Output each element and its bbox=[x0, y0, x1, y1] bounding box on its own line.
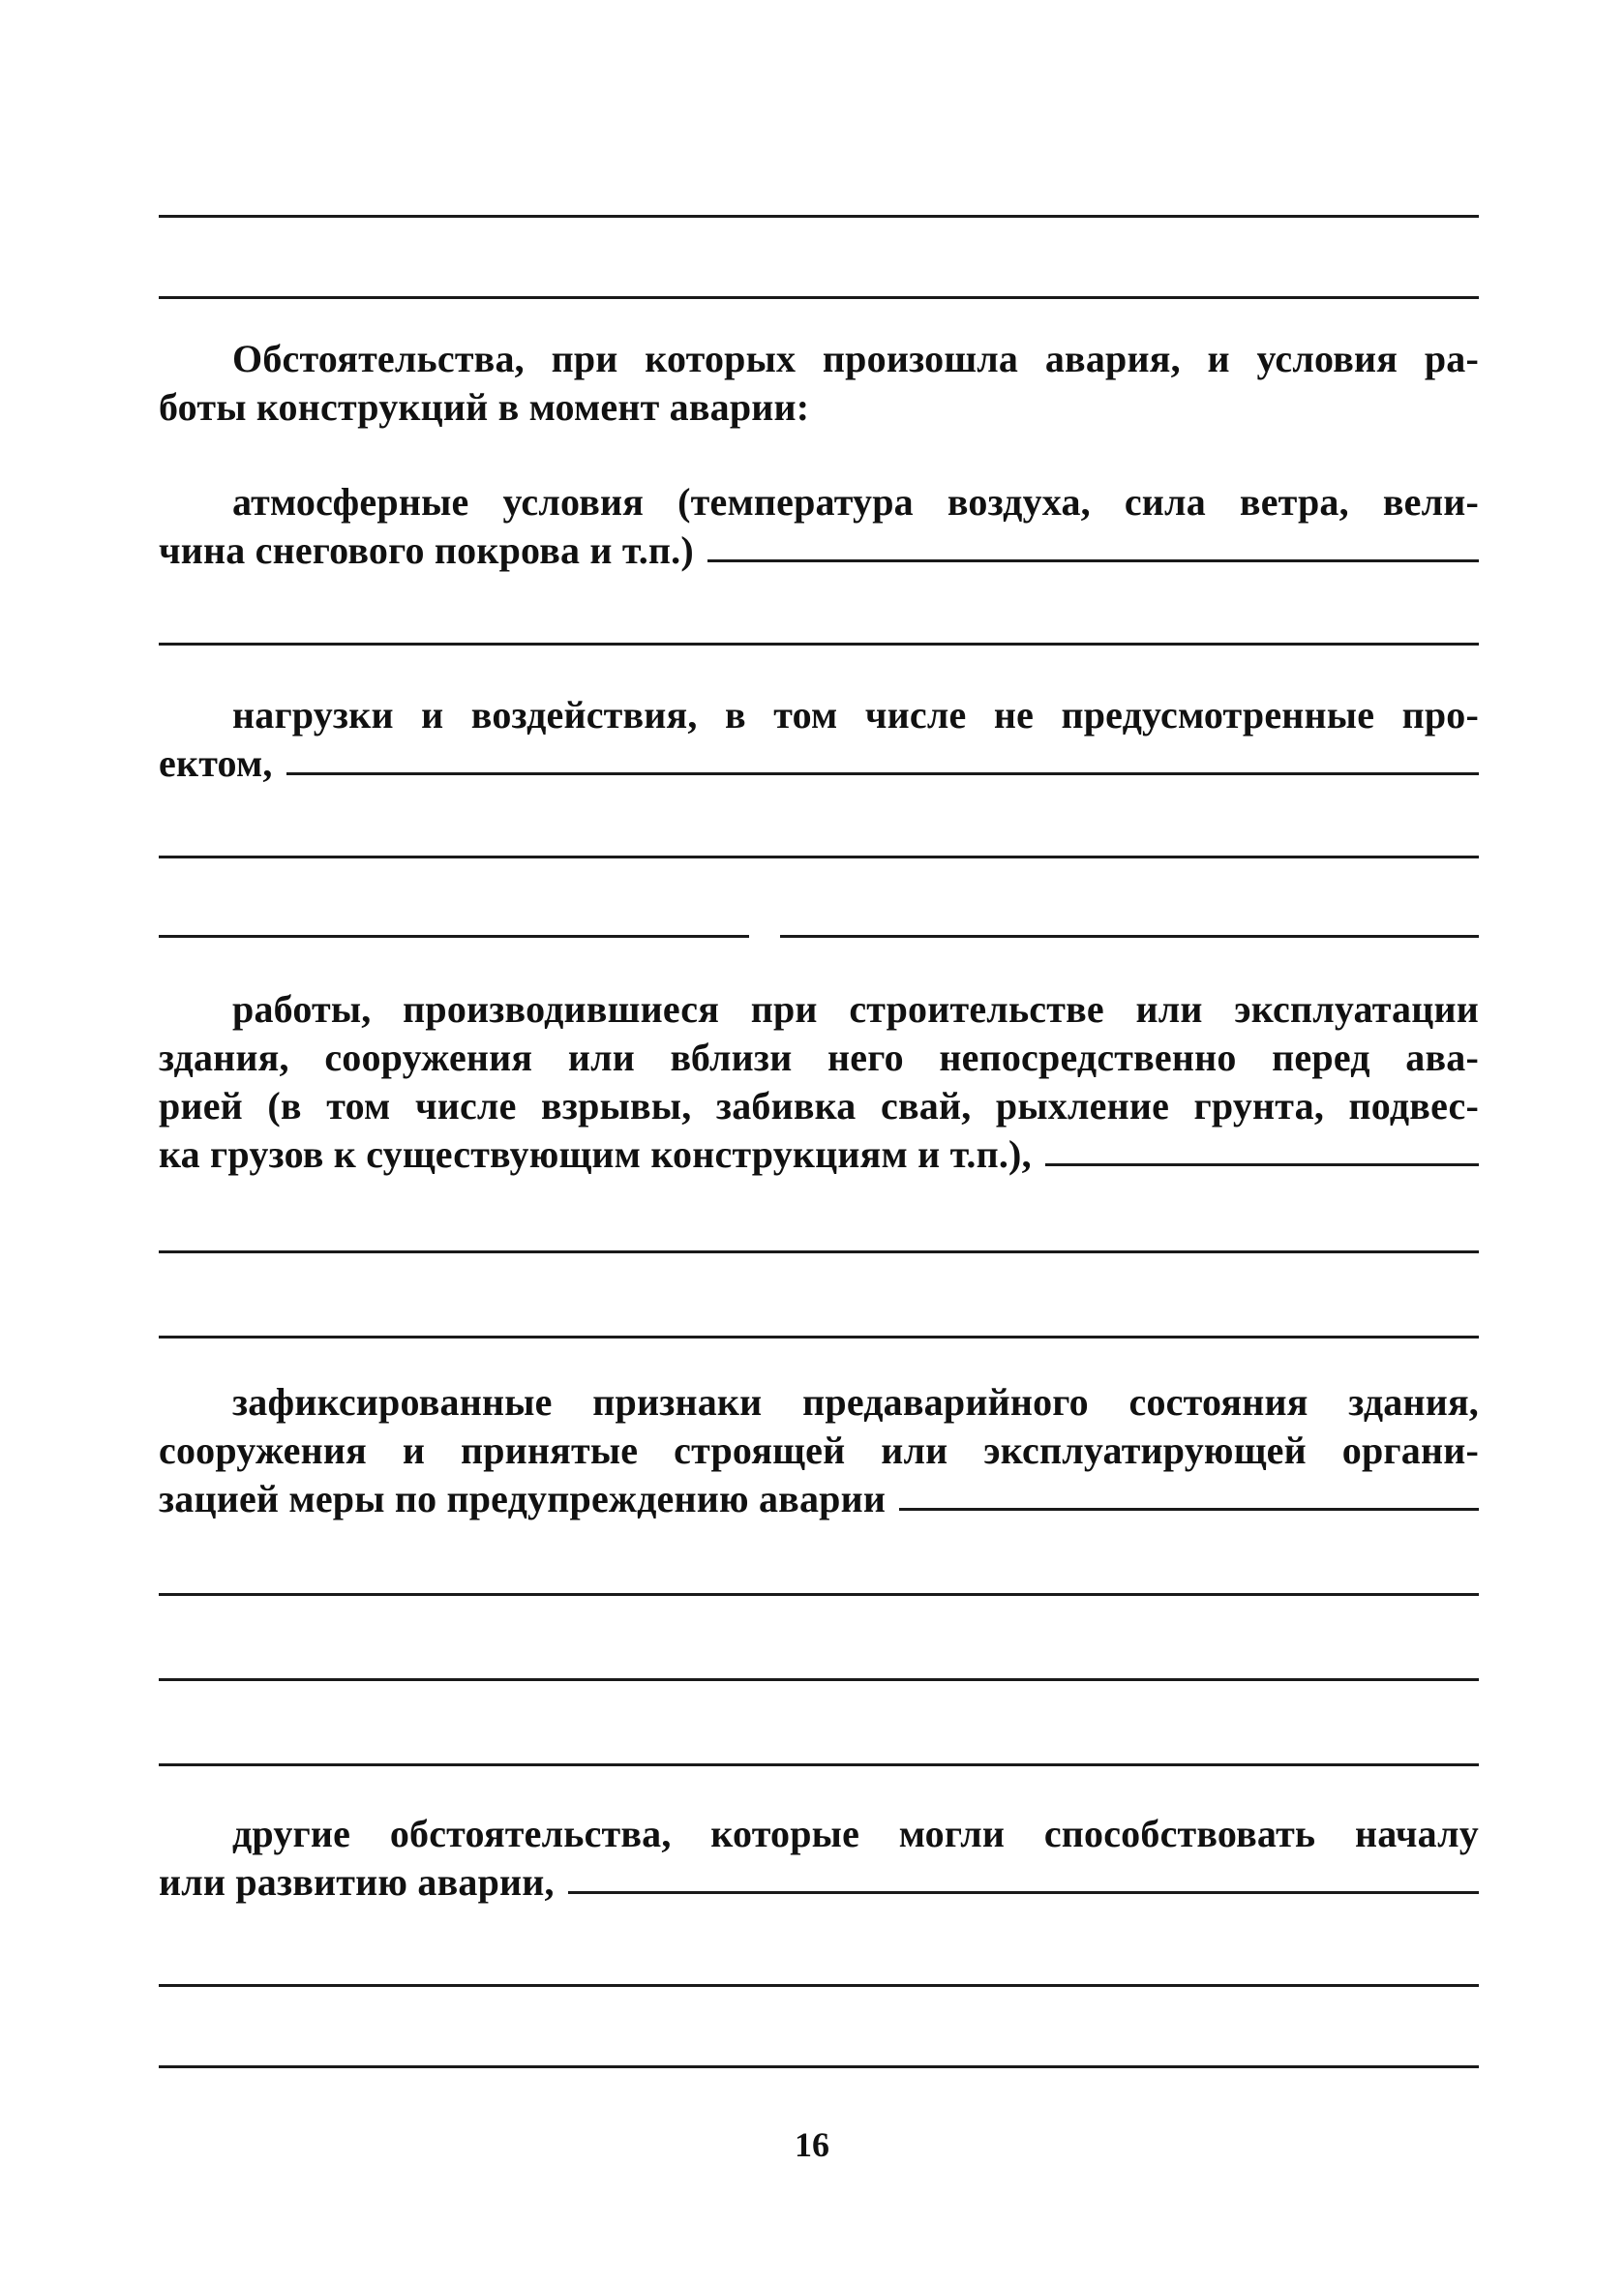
blank-line-3[interactable] bbox=[159, 643, 1479, 646]
loads-fill-line[interactable] bbox=[286, 739, 1479, 775]
loads-line-2: ектом, bbox=[159, 741, 273, 785]
blank-line-12[interactable] bbox=[159, 2065, 1479, 2068]
blank-line-8[interactable] bbox=[159, 1593, 1479, 1596]
atmospheric-line-2: чина снегового покрова и т.п.) bbox=[159, 528, 694, 572]
atmospheric-line-1: атмосферные условия (температура воздуха, сила ветра, вели- bbox=[232, 480, 1479, 524]
works-paragraph bbox=[159, 985, 1479, 1179]
blank-line-1[interactable] bbox=[159, 215, 1479, 218]
works-line-3: рией (в том числе взрывы, забивка свай, рыхление грунта, подвес- bbox=[159, 1084, 1479, 1128]
page-number: 16 bbox=[795, 2125, 829, 2164]
signs-fill-line[interactable] bbox=[899, 1475, 1479, 1511]
works-line-1: работы, производившиеся при строительстве или эксплуатации bbox=[232, 987, 1479, 1031]
loads-line-2-row bbox=[159, 739, 1479, 788]
circumstances-line-2: боты конструкций в момент аварии: bbox=[159, 385, 810, 429]
signs-line-2: сооружения и принятые строящей или эксплуатирующей органи- bbox=[159, 1429, 1479, 1472]
works-fill-line[interactable] bbox=[1045, 1130, 1479, 1166]
signs-line-3: зацией меры по предупреждению аварии bbox=[159, 1477, 887, 1520]
works-line-4-row bbox=[159, 1130, 1479, 1179]
blank-line-9[interactable] bbox=[159, 1678, 1479, 1681]
atmospheric-fill-line[interactable] bbox=[707, 526, 1479, 562]
works-line-4: ка грузов к существующим конструкциям и т.п.), bbox=[159, 1132, 1032, 1176]
other-fill-line[interactable] bbox=[568, 1858, 1479, 1894]
blank-line-5a[interactable] bbox=[159, 935, 749, 938]
blank-line-5b[interactable] bbox=[780, 935, 1479, 938]
works-line-2: здания, сооружения или вблизи него непосредственно перед ава- bbox=[159, 1036, 1479, 1079]
blank-line-4[interactable] bbox=[159, 856, 1479, 858]
other-line-1: другие обстоятельства, которые могли способствовать началу bbox=[232, 1812, 1479, 1855]
blank-line-6[interactable] bbox=[159, 1250, 1479, 1253]
other-line-2-row bbox=[159, 1858, 1479, 1907]
other-line-2: или развитию аварии, bbox=[159, 1860, 555, 1904]
loads-paragraph bbox=[159, 691, 1479, 788]
signs-line-3-row bbox=[159, 1475, 1479, 1523]
blank-line-11[interactable] bbox=[159, 1984, 1479, 1987]
other-paragraph bbox=[159, 1810, 1479, 1907]
blank-line-2[interactable] bbox=[159, 296, 1479, 299]
atmospheric-paragraph bbox=[159, 478, 1479, 575]
signs-paragraph bbox=[159, 1378, 1479, 1523]
signs-line-1: зафиксированные признаки предаварийного состояния здания, bbox=[232, 1380, 1479, 1424]
circumstances-line-1: Обстоятельства, при которых произошла авария, и условия ра- bbox=[232, 337, 1479, 380]
atmospheric-line-2-row bbox=[159, 526, 1479, 575]
blank-line-10[interactable] bbox=[159, 1763, 1479, 1766]
circumstances-paragraph bbox=[159, 335, 1479, 432]
blank-line-7[interactable] bbox=[159, 1336, 1479, 1339]
loads-line-1: нагрузки и воздействия, в том числе не предусмотренные про- bbox=[232, 693, 1479, 737]
